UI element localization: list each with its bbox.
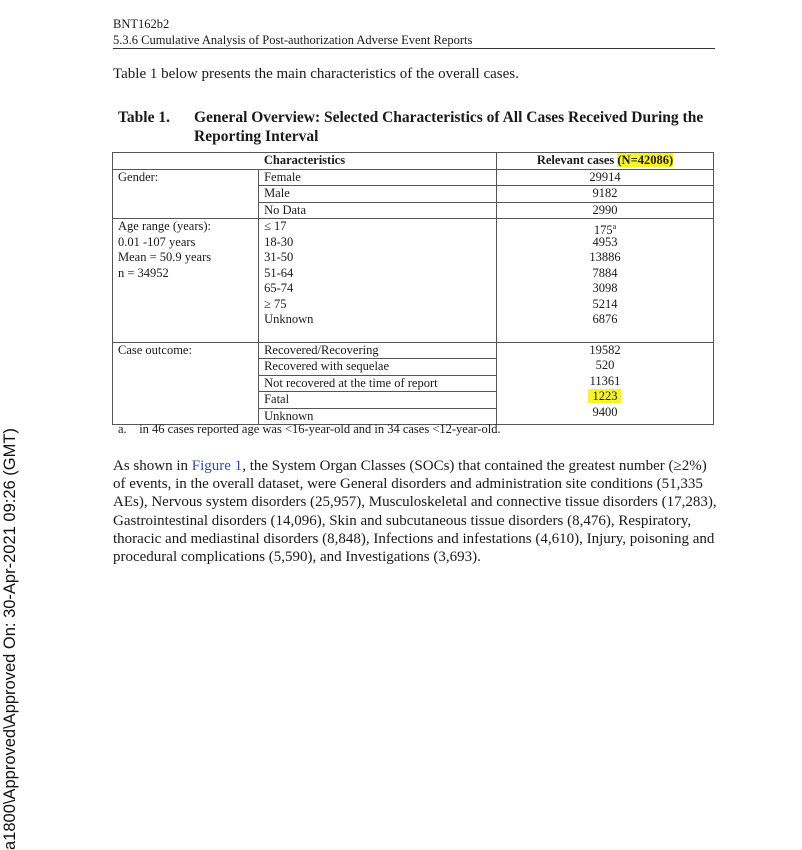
group-label-line: Case outcome: (118, 342, 192, 357)
group-label-line: Gender: (118, 169, 159, 184)
value-number: 3098 (592, 281, 618, 295)
header-relevant-label: Relevant cases (536, 153, 618, 167)
value-cell (497, 281, 713, 297)
doc-id: BNT162b2 (113, 17, 170, 31)
category-cell: ≤ 17 (264, 219, 287, 233)
value-number: 4953 (592, 234, 618, 249)
intro-text: Table 1 below presents the main characteristics of the overall cases. (113, 66, 519, 82)
figure-1-link[interactable]: Figure 1 (191, 458, 243, 474)
group-label-line: 0.01 -107 years (118, 234, 196, 249)
group-label-line: n = 34952 (118, 265, 169, 280)
value-cell (497, 389, 713, 405)
value-cell (497, 170, 713, 187)
value-number: 11361 (589, 373, 621, 388)
table-title: General Overview: Selected Characteristics of All Cases Received During the Reporting Interval (194, 109, 704, 145)
value-cell (497, 297, 713, 313)
header-relevant-cases (496, 153, 713, 170)
category-cell: Unknown (264, 312, 314, 326)
spacer (259, 328, 496, 342)
category-cell: 65-74 (264, 281, 294, 295)
value-number: 2990 (592, 202, 618, 217)
value-number: 1223 (588, 389, 621, 403)
category-cell: Unknown (264, 408, 314, 423)
table-footnote (118, 422, 501, 437)
value-cell (497, 405, 713, 421)
header-divider (113, 48, 715, 49)
category-cell: No Data (264, 202, 307, 217)
category-cell: 51-64 (264, 265, 294, 280)
table-group-row (113, 342, 714, 425)
spacer (497, 328, 713, 342)
table-group-row (113, 219, 714, 343)
category-cell: Recovered with sequelae (259, 359, 496, 376)
group-label (113, 342, 259, 425)
value-number: 9182 (592, 186, 618, 200)
value-number: 13886 (589, 250, 621, 264)
category-cell: 31-50 (264, 250, 294, 264)
group-values (496, 342, 713, 425)
table-group-row (113, 169, 714, 219)
footnote-text: in 46 cases reported age was <16-year-old and in 34 cases <12-year-old. (139, 422, 501, 436)
value-cell (497, 374, 713, 390)
category-cell: Fatal (259, 392, 496, 409)
group-categories (259, 219, 497, 343)
category-cell: Not recovered at the time of report (259, 376, 496, 393)
value-cell (497, 186, 713, 203)
body-paragraph (113, 457, 717, 566)
header-relevant-n: (N=42086) (617, 153, 674, 167)
group-categories (259, 342, 497, 425)
group-label (113, 219, 259, 343)
value-number: 520 (595, 358, 615, 372)
group-label-line: Age range (years): (118, 219, 212, 233)
category-cell: Female (259, 170, 496, 187)
value-cell (497, 266, 713, 282)
value-number: 29914 (589, 169, 621, 184)
approval-watermark: a1800\Approved\Approved On: 30-Apr-2021 09:26 (GMT) (1, 428, 19, 850)
value-cell (497, 203, 713, 219)
page-header (113, 16, 472, 48)
value-cell (497, 358, 713, 374)
group-categories (259, 169, 497, 219)
characteristics-table (112, 152, 714, 425)
table-number: Table 1. (118, 109, 170, 126)
paragraph-lead: As shown in (113, 458, 192, 474)
category-cell: ≥ 75 (264, 296, 287, 311)
value-cell (497, 250, 713, 266)
section-title: 5.3.6 Cumulative Analysis of Post-authorization Adverse Event Reports (113, 33, 473, 47)
group-label-line: Mean = 50.9 years (118, 250, 212, 264)
category-cell: Recovered/Recovering (259, 343, 496, 360)
value-cell (497, 219, 713, 238)
value-number: 7884 (592, 265, 618, 280)
value-number: 19582 (589, 342, 621, 357)
footnote-ref: a (612, 222, 617, 231)
value-cell (497, 343, 713, 359)
value-number: 175 (593, 223, 613, 238)
header-characteristics: Characteristics (113, 153, 497, 170)
group-label (113, 169, 259, 219)
value-number: 6876 (592, 312, 618, 326)
footnote-marker: a. (118, 422, 127, 436)
category-cell: 18-30 (264, 234, 294, 249)
group-values (496, 219, 713, 343)
group-values (496, 169, 713, 219)
value-cell (497, 235, 713, 251)
value-number: 5214 (592, 296, 618, 311)
value-number: 9400 (592, 404, 618, 419)
paragraph-body: , the System Organ Classes (SOCs) that contained the greatest number (≥2%) of events, in the overall dataset, were General disorders and administration site conditions (51,335 AEs), Nervous system disorders (25,957), Musculoskeletal and connective tissue disorders (17,283), Gastrointestinal disorders (14,096), Skin and subcutaneous tissue disorders (8,476), Respiratory, thoracic and mediastinal disorders (8,848), Infections and infestations (4,610), Injury, poisoning and procedural complications (5,590), and Investigations (3,693). (113, 458, 717, 566)
table-header-row (113, 153, 714, 170)
category-cell: Male (259, 186, 496, 203)
value-cell (497, 312, 713, 328)
